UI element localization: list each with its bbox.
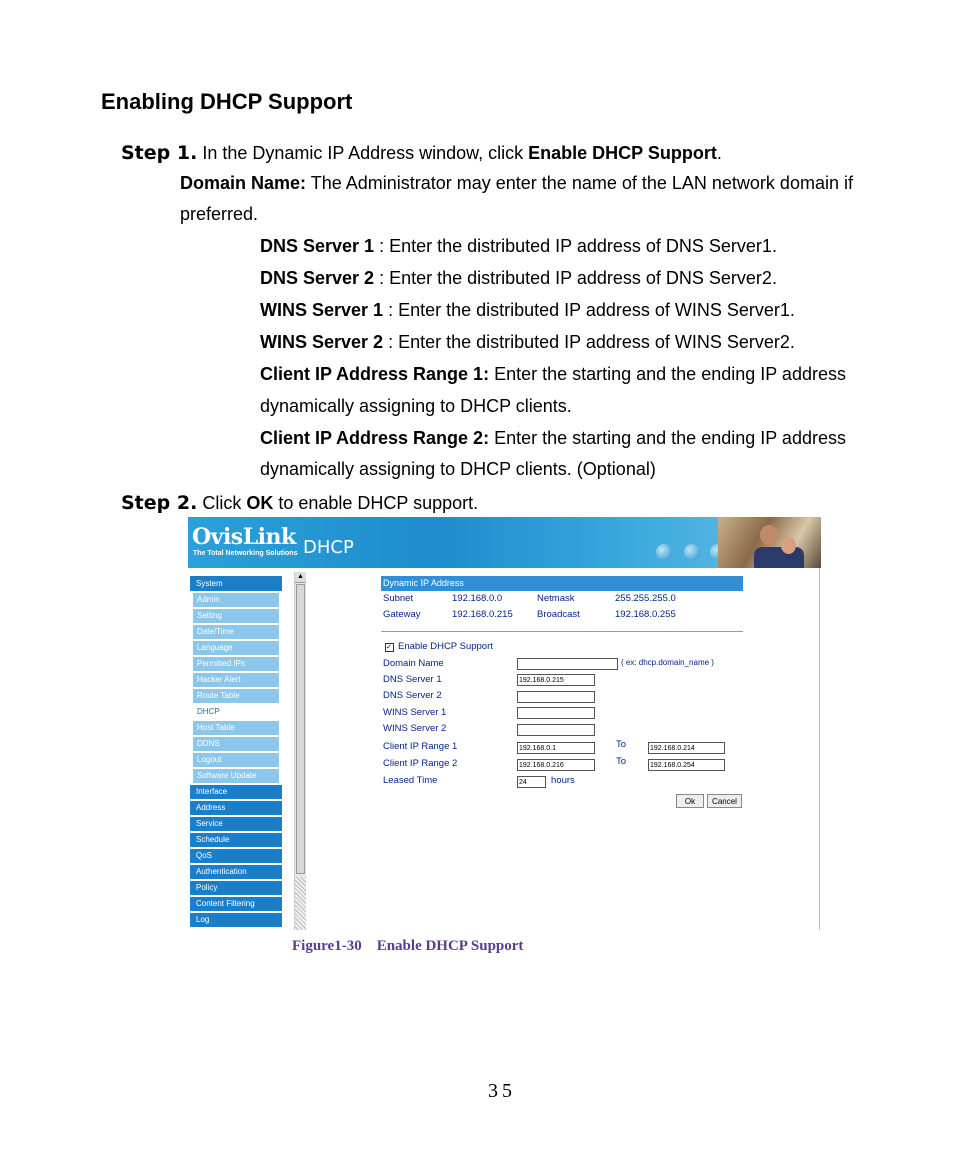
netmask-value: 255.255.255.0 — [615, 593, 676, 604]
wins2-text: : Enter the distributed IP address of WINS Server2. — [383, 332, 795, 352]
scroll-up-icon[interactable]: ▲ — [295, 572, 306, 583]
step1-text-b: Enable DHCP Support — [528, 143, 717, 163]
step2-text-b: OK — [246, 493, 274, 513]
wins2-field-label: WINS Server 2 — [383, 723, 447, 734]
menu-item-permitted-ips[interactable]: Permitted IPs — [193, 657, 279, 671]
step1-label: Step 1. — [121, 142, 198, 164]
wins1-text: : Enter the distributed IP address of WINS Server1. — [383, 300, 795, 320]
wins2-label: WINS Server 2 — [260, 332, 384, 352]
cancel-button[interactable]: Cancel — [707, 794, 742, 808]
menu-item-datetime[interactable]: Date/Time — [193, 625, 279, 639]
step2-text-c: to enable DHCP support. — [273, 493, 479, 513]
menu-policy[interactable]: Policy — [190, 881, 282, 895]
enable-dhcp-label: Enable DHCP Support — [398, 641, 493, 652]
subnet-label: Subnet — [383, 593, 414, 604]
leased-time-input[interactable]: 24 — [517, 776, 546, 788]
menu-item-ddns[interactable]: DDNS — [193, 737, 279, 751]
menu-system[interactable]: System — [190, 576, 282, 591]
range2-line2: dynamically assigning to DHCP clients. (Optional) — [260, 459, 656, 479]
dns1-field-label: DNS Server 1 — [383, 674, 442, 685]
wins1-input[interactable] — [517, 707, 595, 719]
figure-caption: Figure1-30 Enable DHCP Support — [292, 938, 524, 954]
dns2-text: : Enter the distributed IP address of DNS Server2. — [374, 268, 777, 288]
menu-address[interactable]: Address — [190, 801, 282, 815]
gateway-value: 192.168.0.215 — [452, 609, 513, 620]
menu-item-admin[interactable]: Admin — [193, 593, 279, 607]
range1-end-input[interactable]: 192.168.0.214 — [648, 742, 725, 754]
broadcast-label: Broadcast — [537, 609, 580, 620]
divider — [381, 631, 743, 632]
dns1-input[interactable]: 192.168.0.215 — [517, 674, 595, 686]
range2-text1: Enter the starting and the ending IP address — [489, 428, 846, 448]
domain-line1 — [180, 172, 853, 194]
range2-field-label: Client IP Range 2 — [383, 758, 458, 769]
menu-interface[interactable]: Interface — [190, 785, 282, 799]
menu-item-language[interactable]: Language — [193, 641, 279, 655]
menu-item-hacker-alert[interactable]: Hacker Alert — [193, 673, 279, 687]
scroll-thumb[interactable] — [296, 584, 305, 874]
menu-content-filtering[interactable]: Content Filtering — [190, 897, 282, 911]
section-heading: Enabling DHCP Support — [101, 89, 353, 114]
banner — [188, 517, 821, 568]
menu-item-dhcp[interactable]: DHCP — [193, 705, 279, 719]
enable-dhcp-checkbox[interactable]: ✓ — [385, 643, 394, 652]
wins1-field-label: WINS Server 1 — [383, 707, 447, 718]
dhcp-screenshot — [188, 517, 821, 930]
range1-text1: Enter the starting and the ending IP address — [489, 364, 846, 384]
menu-log[interactable]: Log — [190, 913, 282, 927]
domain-name-input[interactable] — [517, 658, 618, 670]
domain-label: Domain Name: — [180, 173, 307, 193]
wins2-line — [260, 331, 795, 353]
scroll-track[interactable] — [295, 877, 306, 930]
gateway-label: Gateway — [383, 609, 421, 620]
step2-line — [121, 492, 478, 514]
range1-line2: dynamically assigning to DHCP clients. — [260, 396, 572, 416]
dns1-text: : Enter the distributed IP address of DNS Server1. — [374, 236, 777, 256]
dns2-label: DNS Server 2 — [260, 268, 375, 288]
leased-unit: hours — [551, 775, 575, 786]
range1-field-label: Client IP Range 1 — [383, 741, 458, 752]
menu-item-logout[interactable]: Logout — [193, 753, 279, 767]
step1-text-a: In the Dynamic IP Address window, click — [202, 143, 529, 163]
range1-to-label: To — [616, 739, 627, 750]
menu-item-host-table[interactable]: Host Table — [193, 721, 279, 735]
step2-text-a: Click — [202, 493, 247, 513]
range1-start-input[interactable]: 192.168.0.1 — [517, 742, 595, 754]
wins1-line — [260, 299, 795, 321]
menu-authentication[interactable]: Authentication — [190, 865, 282, 879]
domain-name-label: Domain Name — [383, 658, 444, 669]
dns2-input[interactable] — [517, 691, 595, 703]
panel-title: Dynamic IP Address — [381, 576, 743, 591]
ok-button[interactable]: Ok — [676, 794, 704, 808]
range2-label: Client IP Address Range 2: — [260, 428, 490, 448]
scrollbar[interactable] — [294, 572, 306, 930]
subnet-value: 192.168.0.0 — [452, 593, 503, 604]
dns1-line — [260, 235, 777, 257]
step1-text-c: . — [716, 143, 722, 163]
menu-qos[interactable]: QoS — [190, 849, 282, 863]
range2-to-label: To — [616, 756, 627, 767]
menu-item-route-table[interactable]: Route Table — [193, 689, 279, 703]
frame-edge — [819, 568, 820, 930]
domain-hint: ( ex: dhcp.domain_name ) — [621, 658, 714, 667]
domain-text1: The Administrator may enter the name of the LAN network domain if — [306, 173, 853, 193]
wins2-input[interactable] — [517, 724, 595, 736]
banner-photo — [718, 517, 821, 568]
netmask-label: Netmask — [537, 593, 575, 604]
domain-line2: preferred. — [180, 204, 259, 224]
banner-title: DHCP — [303, 537, 354, 558]
menu-item-software-update[interactable]: Software Update — [193, 769, 279, 783]
menu-service[interactable]: Service — [190, 817, 282, 831]
menu-item-setting[interactable]: Setting — [193, 609, 279, 623]
dns2-line — [260, 267, 777, 289]
range1-line1 — [260, 363, 846, 385]
range2-start-input[interactable]: 192.168.0.216 — [517, 759, 595, 771]
sidebar-menu — [190, 576, 282, 929]
dns2-field-label: DNS Server 2 — [383, 690, 442, 701]
step2-label: Step 2. — [121, 492, 198, 514]
leased-time-label: Leased Time — [383, 775, 438, 786]
dns1-label: DNS Server 1 — [260, 236, 375, 256]
globe-icon — [656, 544, 672, 560]
step1-line — [121, 142, 722, 164]
page-number: 35 — [488, 1080, 516, 1102]
wins1-label: WINS Server 1 — [260, 300, 384, 320]
range2-line1 — [260, 427, 846, 449]
globe-icon — [684, 544, 700, 560]
menu-schedule[interactable]: Schedule — [190, 833, 282, 847]
logo: OvisLink — [192, 524, 296, 550]
logo-tagline: The Total Networking Solutions — [193, 550, 298, 557]
broadcast-value: 192.168.0.255 — [615, 609, 676, 620]
range1-label: Client IP Address Range 1: — [260, 364, 490, 384]
range2-end-input[interactable]: 192.168.0.254 — [648, 759, 725, 771]
